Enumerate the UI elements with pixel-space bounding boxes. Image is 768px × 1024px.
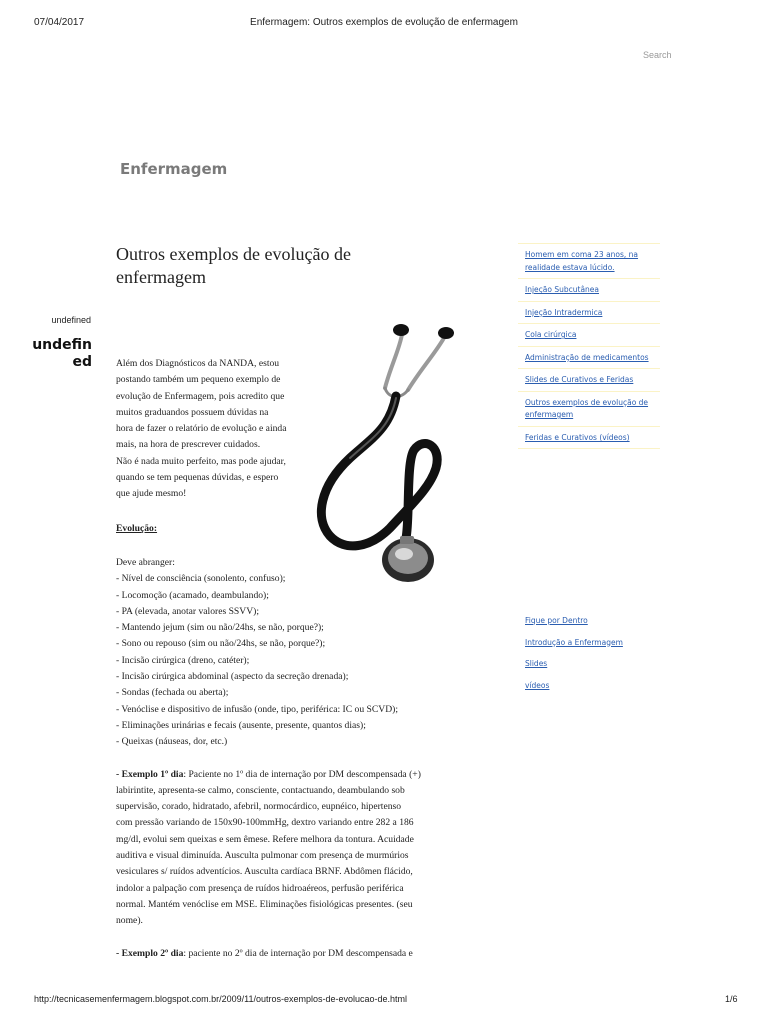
sidebar-link-administracao-medicamentos[interactable]: Administração de medicamentos bbox=[518, 346, 660, 369]
intro-line: quando se tem pequenas dúvidas, e espero bbox=[116, 472, 279, 484]
section-heading: Evolução: bbox=[116, 522, 158, 534]
list-item: - Venóclise e dispositivo de infusão (onde, tipo, periférica: IC ou SCVD); bbox=[116, 703, 398, 715]
example-1-line: vesiculares s/ ruídos adventícios. Ausculta cardíaca BRNF. Abdômen flácido, bbox=[116, 866, 413, 878]
sidebar-categories bbox=[525, 615, 665, 701]
sidebar-link-slides-curativos[interactable]: Slides de Curativos e Feridas bbox=[518, 368, 660, 391]
sidebar-link-injecao-subcutanea[interactable]: Injeção Subcutânea bbox=[518, 278, 660, 301]
post-intro bbox=[116, 356, 316, 503]
sidebar-link-injecao-intradermica[interactable]: Injeção Intradermica bbox=[518, 301, 660, 324]
list-item: - Nível de consciência (sonolento, confuso); bbox=[116, 573, 286, 585]
list-item: - Eliminações urinárias e fecais (ausente, presente, quantos dias); bbox=[116, 719, 366, 731]
example-1-line: supervisão, corado, hidratado, afebril, normocárdico, eupnéico, hipertenso bbox=[116, 801, 402, 813]
example-1-line: indolor a palpação com presença de ruídos hidroaéreos, perfusão periférica bbox=[116, 882, 404, 894]
example-1-label: - Exemplo 1º dia bbox=[116, 768, 184, 780]
intro-line: hora de fazer o relatório de evolução e ainda bbox=[116, 423, 287, 435]
example-1-line: nome). bbox=[116, 915, 143, 927]
intro-line: muitos graduandos possuem dúvidas na bbox=[116, 406, 269, 418]
example-1-line: auditiva e visual diminuída. Ausculta pulmonar com presença de murmúrios bbox=[116, 850, 409, 862]
left-widget-heading: undefined bbox=[32, 337, 92, 370]
example-1-line: mg/dl, evolui sem queixas e sem êmese. Refere melhora da tontura. Acuidade bbox=[116, 833, 414, 845]
list-item: - Sondas (fechada ou aberta); bbox=[116, 687, 229, 699]
sidebar-link-coma[interactable]: Homem em coma 23 anos, na realidade estava lúcido. bbox=[518, 243, 660, 278]
print-page-number: 1/6 bbox=[725, 994, 738, 1004]
sidebar-links bbox=[518, 243, 660, 449]
print-date: 07/04/2017 bbox=[34, 17, 85, 28]
example-1-line: com pressão variando de 150x90-100mmHg, dextro variando entre 282 a 186 bbox=[116, 817, 414, 829]
stethoscope-image bbox=[310, 318, 458, 590]
list-intro: Deve abranger: bbox=[116, 556, 175, 568]
category-link-introducao[interactable]: Introdução a Enfermagem bbox=[525, 637, 623, 647]
intro-line: postando também um pequeno exemplo de bbox=[116, 374, 281, 386]
sidebar-link-cola-cirurgica[interactable]: Cola cirúrgica bbox=[518, 323, 660, 346]
list-item: - Sono ou repouso (sim ou não/24hs, se não, porque?); bbox=[116, 638, 326, 650]
intro-line: evolução de Enfermagem, pois acredito que bbox=[116, 390, 285, 402]
list-item: - PA (elevada, anotar valores SSVV); bbox=[116, 605, 259, 617]
example-2-text: : paciente no 2º dia de internação por DM descompensada e bbox=[183, 947, 413, 959]
category-link-slides[interactable]: Slides bbox=[525, 659, 548, 668]
list-item: - Locomoção (acamado, deambulando); bbox=[116, 589, 269, 601]
blog-title[interactable]: Enfermagem bbox=[120, 160, 228, 178]
example-2-line bbox=[116, 946, 476, 962]
example-1-text: : Paciente no 1º dia de internação por DM descompensada (+) bbox=[183, 768, 421, 780]
intro-line: Não é nada muito perfeito, mas pode ajudar, bbox=[116, 455, 286, 467]
list-item: - Queixas (náuseas, dor, etc.) bbox=[116, 736, 228, 748]
list-item: - Incisão cirúrgica (dreno, catéter); bbox=[116, 654, 250, 666]
example-1-line bbox=[116, 767, 476, 783]
print-header bbox=[0, 17, 768, 33]
print-page-title: Enfermagem: Outros exemplos de evolução de enfermagem bbox=[250, 17, 518, 28]
category-link-videos[interactable]: vídeos bbox=[525, 680, 550, 690]
ear-tip-right bbox=[438, 327, 454, 339]
post-title: Outros exemplos de evolução de enfermagem bbox=[116, 244, 351, 287]
intro-line: Além dos Diagnósticos da NANDA, estou bbox=[116, 358, 280, 369]
example-1-line: labirintite, apresenta-se calmo, consciente, contactuando, deambulando sob bbox=[116, 784, 405, 796]
sidebar-link-feridas-videos[interactable]: Feridas e Curativos (vídeos) bbox=[518, 426, 660, 450]
list-item: - Mantendo jejum (sim ou não/24hs, se não, porque?); bbox=[116, 622, 324, 634]
left-widget-label: undefined bbox=[51, 315, 91, 325]
print-url: http://tecnicasemenfermagem.blogspot.com.br/2009/11/outros-exemplos-de-evolucao-de.html bbox=[34, 994, 408, 1004]
search-link[interactable]: Search bbox=[643, 50, 672, 60]
intro-line: mais, na hora de prescrever cuidados. bbox=[116, 439, 261, 451]
print-footer bbox=[0, 994, 768, 1008]
example-2-label: - Exemplo 2º dia bbox=[116, 947, 184, 959]
intro-line: que ajude mesmo! bbox=[116, 488, 187, 500]
ear-tip-left bbox=[393, 324, 409, 336]
list-item: - Incisão cirúrgica abdominal (aspecto da secreção drenada); bbox=[116, 671, 349, 683]
example-1-line: normal. Mantém venóclise em MSE. Eliminações fisiológicas presentes. (seu bbox=[116, 898, 413, 910]
sidebar-link-outros-exemplos[interactable]: Outros exemplos de evolução de enfermagem bbox=[518, 391, 660, 426]
category-link-fique-por-dentro[interactable]: Fique por Dentro bbox=[525, 616, 588, 625]
